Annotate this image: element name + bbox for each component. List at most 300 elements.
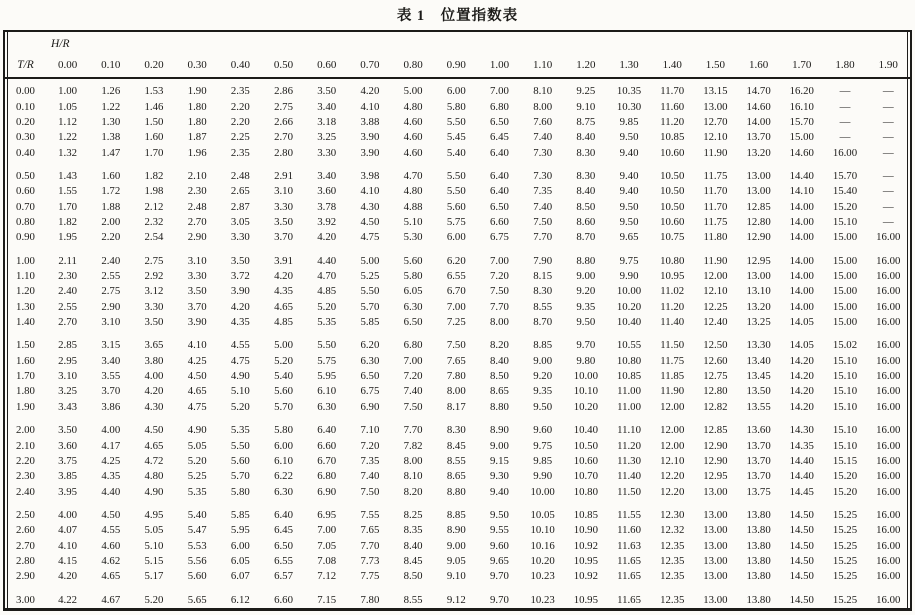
cell: 5.00 xyxy=(274,339,293,352)
cell: 3.50 xyxy=(187,285,207,298)
table-row xyxy=(5,284,910,299)
cell: 8.17 xyxy=(446,400,466,413)
cell: 14.30 xyxy=(789,424,814,437)
table-row xyxy=(5,500,910,523)
cell: 16.10 xyxy=(789,100,814,113)
cell: 14.60 xyxy=(789,146,814,159)
cell: 11.70 xyxy=(703,200,728,213)
table-row xyxy=(5,230,910,245)
table-row xyxy=(5,469,910,484)
cell: 7.00 xyxy=(490,85,509,98)
cell: 4.35 xyxy=(274,285,293,298)
cell: 3.90 xyxy=(187,316,207,329)
cell: 10.92 xyxy=(573,539,598,552)
cell: 6.50 xyxy=(360,370,380,383)
cell: 7.05 xyxy=(317,539,337,552)
cell: 8.20 xyxy=(490,339,509,352)
cell: 10.75 xyxy=(660,231,685,244)
cell: 2.87 xyxy=(230,200,250,213)
cell: 4.00 xyxy=(58,508,78,521)
column-header: 0.60 xyxy=(305,53,348,78)
cell: 11.90 xyxy=(660,385,685,398)
cell: 9.50 xyxy=(619,215,639,228)
cell: 8.20 xyxy=(403,485,423,498)
cell: 14.00 xyxy=(746,115,771,128)
row-group xyxy=(5,500,910,585)
cell: 10.95 xyxy=(573,593,598,606)
cell: 2.92 xyxy=(144,270,164,283)
table-row xyxy=(5,400,910,415)
cell: 7.50 xyxy=(403,400,423,413)
cell: 12.30 xyxy=(660,508,685,521)
cell: 16.00 xyxy=(876,300,901,313)
cell: 13.70 xyxy=(746,439,771,452)
cell: 7.82 xyxy=(403,439,423,452)
cell: 15.25 xyxy=(832,554,858,567)
cell: 15.10 xyxy=(832,385,858,398)
cell: 6.45 xyxy=(490,131,509,144)
cell: 4.70 xyxy=(403,169,423,182)
cell: 7.12 xyxy=(317,570,337,583)
cell: 10.23 xyxy=(530,570,555,583)
cell: 8.35 xyxy=(403,524,423,537)
cell: 4.40 xyxy=(101,485,121,498)
cell: 6.10 xyxy=(274,454,293,467)
cell: 4.20 xyxy=(230,300,250,313)
cell: 3.43 xyxy=(58,400,78,413)
cell: 13.80 xyxy=(746,524,771,537)
cell: 7.00 xyxy=(446,300,466,313)
cell: 3.25 xyxy=(58,385,78,398)
cell: 8.40 xyxy=(490,354,509,367)
cell: 6.00 xyxy=(446,85,466,98)
cell: 15.20 xyxy=(832,200,858,213)
cell: 12.85 xyxy=(703,424,728,437)
cell: 15.25 xyxy=(832,593,858,606)
cell: 16.00 xyxy=(832,146,858,159)
cell: 11.75 xyxy=(660,354,685,367)
column-header: 0.40 xyxy=(219,53,262,78)
cell: 9.25 xyxy=(576,85,596,98)
cell: 14.00 xyxy=(789,285,814,298)
cell: 11.90 xyxy=(703,254,728,267)
table-row xyxy=(5,384,910,399)
cell: 9.35 xyxy=(576,300,596,313)
column-header: 0.30 xyxy=(176,53,219,78)
cell: 4.80 xyxy=(403,100,423,113)
cell: 12.00 xyxy=(703,270,728,283)
cell: 8.10 xyxy=(533,85,553,98)
table-row xyxy=(5,569,910,584)
cell: 3.60 xyxy=(58,439,78,452)
cell: 3.55 xyxy=(101,370,121,383)
cell: 1.00 xyxy=(58,85,78,98)
cell: 15.10 xyxy=(832,424,858,437)
cell: 8.70 xyxy=(533,316,553,329)
cell: 15.20 xyxy=(832,470,858,483)
cell: 10.50 xyxy=(573,439,598,452)
table-row xyxy=(5,99,910,114)
cell: 11.50 xyxy=(660,339,685,352)
cell: 13.10 xyxy=(746,285,771,298)
cell: 3.10 xyxy=(101,316,121,329)
cell: 5.50 xyxy=(446,115,466,128)
row-group xyxy=(5,161,910,246)
cell: 1.30 xyxy=(101,115,121,128)
cell: 5.25 xyxy=(187,470,207,483)
cell: 3.60 xyxy=(317,185,337,198)
cell: 3.10 xyxy=(58,370,78,383)
cell: 3.72 xyxy=(230,270,250,283)
cell: 5.70 xyxy=(230,470,250,483)
cell: 4.70 xyxy=(317,270,337,283)
cell: 9.10 xyxy=(446,570,466,583)
cell: 5.80 xyxy=(403,270,423,283)
cell: 2.95 xyxy=(58,354,78,367)
cell: 14.40 xyxy=(789,454,814,467)
cell: 2.75 xyxy=(144,254,164,267)
cell: 9.40 xyxy=(619,169,639,182)
cell: 14.40 xyxy=(789,470,814,483)
cell: 15.70 xyxy=(789,115,814,128)
cell: 3.95 xyxy=(58,485,78,498)
cell: 4.07 xyxy=(58,524,78,537)
cell: 14.50 xyxy=(789,570,814,583)
cell: 15.00 xyxy=(832,316,858,329)
cell: 4.55 xyxy=(101,524,121,537)
cell: 1.50 xyxy=(144,115,164,128)
cell: 10.70 xyxy=(573,470,598,483)
cell: 5.60 xyxy=(446,200,466,213)
cell: 16.00 xyxy=(876,370,901,383)
cell: 10.85 xyxy=(660,131,685,144)
cell: 14.70 xyxy=(746,85,771,98)
cell: 14.05 xyxy=(789,316,814,329)
cell: 4.15 xyxy=(58,554,78,567)
cell: 14.00 xyxy=(789,215,814,228)
cell: 8.85 xyxy=(446,508,466,521)
cell: 4.10 xyxy=(58,539,78,552)
cell: 4.10 xyxy=(360,185,380,198)
cell: 6.70 xyxy=(446,285,466,298)
cell: 1.98 xyxy=(144,185,164,198)
cell: 9.70 xyxy=(576,339,596,352)
cell: 4.65 xyxy=(274,300,293,313)
cell: 10.00 xyxy=(573,370,598,383)
cell: 6.95 xyxy=(317,508,337,521)
cell: 7.30 xyxy=(533,169,553,182)
cell: 5.20 xyxy=(230,400,250,413)
cell: 3.85 xyxy=(58,470,78,483)
table-row xyxy=(5,300,910,315)
cell: 14.35 xyxy=(789,439,814,452)
cell: 4.65 xyxy=(144,439,164,452)
cell: 5.40 xyxy=(446,146,466,159)
row-header: 2.60 xyxy=(16,524,35,537)
cell: 4.20 xyxy=(58,570,78,583)
cell: 2.30 xyxy=(58,270,78,283)
cell: 3.90 xyxy=(360,131,380,144)
cell: 13.70 xyxy=(746,131,771,144)
cell: 6.50 xyxy=(490,200,509,213)
cell: 11.60 xyxy=(660,100,685,113)
cell: 4.22 xyxy=(58,593,78,606)
cell: 10.10 xyxy=(530,524,555,537)
cell: 3.18 xyxy=(317,115,337,128)
cell: 1.38 xyxy=(101,131,121,144)
row-header: 2.90 xyxy=(16,570,35,583)
header-row-hr xyxy=(5,32,910,53)
cell: 6.30 xyxy=(403,300,423,313)
cell: 13.00 xyxy=(746,270,771,283)
cell: 9.15 xyxy=(490,454,509,467)
cell: 12.70 xyxy=(703,115,728,128)
cell: 10.20 xyxy=(530,554,555,567)
cell: 9.85 xyxy=(533,454,553,467)
cell: 1.43 xyxy=(58,169,78,182)
cell: 1.80 xyxy=(187,115,207,128)
cell: 11.63 xyxy=(617,539,641,552)
cell: 4.67 xyxy=(101,593,121,606)
cell: 3.40 xyxy=(317,169,337,182)
row-header: 0.50 xyxy=(16,169,35,182)
cell: 7.90 xyxy=(533,254,553,267)
cell: — xyxy=(882,85,894,98)
cell: 13.80 xyxy=(746,570,771,583)
cell: 5.05 xyxy=(187,439,207,452)
column-header: 0.50 xyxy=(262,53,305,78)
cell: 13.70 xyxy=(746,470,771,483)
cell: 1.53 xyxy=(144,85,164,98)
cell: 6.50 xyxy=(490,115,509,128)
cell: 11.65 xyxy=(617,570,641,583)
cell: 13.00 xyxy=(703,539,728,552)
cell: 12.95 xyxy=(746,254,771,267)
cell: 3.30 xyxy=(144,300,164,313)
cell: 5.15 xyxy=(144,554,164,567)
table-frame xyxy=(3,30,912,611)
cell: 1.72 xyxy=(101,185,121,198)
cell: 3.10 xyxy=(187,254,207,267)
cell: 14.45 xyxy=(789,485,814,498)
cell: 1.88 xyxy=(101,200,121,213)
cell: 3.15 xyxy=(101,339,121,352)
cell: 5.60 xyxy=(403,254,423,267)
column-header: 1.80 xyxy=(823,53,866,78)
cell: 10.50 xyxy=(660,185,685,198)
cell: 7.73 xyxy=(360,554,380,567)
cell: 9.55 xyxy=(490,524,509,537)
cell: 1.70 xyxy=(58,200,78,213)
cell: 11.00 xyxy=(617,385,641,398)
cell: 10.85 xyxy=(573,508,598,521)
cell: 7.00 xyxy=(490,254,509,267)
row-header: 2.70 xyxy=(16,539,35,552)
cell: 1.55 xyxy=(58,185,78,198)
cell: 5.75 xyxy=(317,354,337,367)
cell: 12.40 xyxy=(703,316,728,329)
cell: 9.75 xyxy=(533,439,553,452)
cell: 12.32 xyxy=(660,524,685,537)
cell: 1.90 xyxy=(187,85,207,98)
cell: 14.00 xyxy=(789,254,814,267)
table-row xyxy=(5,115,910,130)
cell: 14.40 xyxy=(789,169,814,182)
cell: 15.10 xyxy=(832,215,858,228)
cell: 1.82 xyxy=(144,169,164,182)
cell: 10.95 xyxy=(573,554,598,567)
cell: 1.47 xyxy=(101,146,121,159)
table-row xyxy=(5,145,910,160)
cell: 8.15 xyxy=(533,270,553,283)
cell: 2.20 xyxy=(230,100,250,113)
cell: 6.75 xyxy=(490,231,509,244)
cell: 3.88 xyxy=(360,115,380,128)
cell: 7.08 xyxy=(317,554,337,567)
cell: 12.00 xyxy=(660,400,685,413)
cell: 8.30 xyxy=(533,285,553,298)
cell: 6.50 xyxy=(274,539,293,552)
table-row xyxy=(5,584,910,608)
table-row xyxy=(5,315,910,330)
cell: 5.85 xyxy=(360,316,380,329)
cell: 6.30 xyxy=(360,354,380,367)
cell: 6.60 xyxy=(317,439,337,452)
cell: 12.60 xyxy=(703,354,728,367)
cell: 14.00 xyxy=(789,231,814,244)
column-header: 1.50 xyxy=(694,53,737,78)
cell: 7.00 xyxy=(403,354,423,367)
cell: 8.90 xyxy=(490,424,509,437)
cell: 15.02 xyxy=(832,339,858,352)
cell: 13.20 xyxy=(746,146,771,159)
cell: 9.05 xyxy=(446,554,466,567)
cell: 6.30 xyxy=(317,400,337,413)
cell: 10.55 xyxy=(616,339,642,352)
cell: 13.00 xyxy=(703,554,728,567)
cell: 13.25 xyxy=(746,316,771,329)
cell: 15.00 xyxy=(789,131,814,144)
cell: 7.70 xyxy=(533,231,553,244)
cell: 5.80 xyxy=(274,424,293,437)
cell: 6.80 xyxy=(403,339,423,352)
cell: 5.53 xyxy=(187,539,207,552)
cell: 13.00 xyxy=(703,100,728,113)
cell: 15.10 xyxy=(832,439,858,452)
cell: 14.50 xyxy=(789,554,814,567)
column-header: 1.20 xyxy=(564,53,607,78)
cell: 6.40 xyxy=(317,424,337,437)
cell: 3.80 xyxy=(144,354,164,367)
cell: 13.70 xyxy=(746,454,771,467)
cell: 10.05 xyxy=(530,508,555,521)
table-row xyxy=(5,200,910,215)
cell: 13.80 xyxy=(746,539,771,552)
cell: 8.10 xyxy=(403,470,423,483)
cell: 2.91 xyxy=(274,169,293,182)
cell: 11.70 xyxy=(660,85,685,98)
column-header: 1.30 xyxy=(607,53,650,78)
row-header: 2.80 xyxy=(16,554,35,567)
cell: 16.00 xyxy=(876,285,901,298)
cell: 5.47 xyxy=(187,524,207,537)
cell: 8.00 xyxy=(533,100,553,113)
cell: 2.25 xyxy=(230,131,250,144)
cell: 9.40 xyxy=(619,185,639,198)
column-header: 0.00 xyxy=(46,53,89,78)
cell: 9.50 xyxy=(490,508,509,521)
cell: 5.60 xyxy=(274,385,293,398)
cell: 13.00 xyxy=(703,570,728,583)
cell: 12.10 xyxy=(703,285,728,298)
cell: 12.90 xyxy=(703,454,728,467)
cell: 16.00 xyxy=(876,385,901,398)
cell: 10.16 xyxy=(530,539,555,552)
cell: 5.00 xyxy=(403,85,423,98)
cell: 4.30 xyxy=(144,400,164,413)
cell: 12.75 xyxy=(703,370,728,383)
cell: 13.15 xyxy=(703,85,728,98)
cell: 7.40 xyxy=(403,385,423,398)
cell: 1.70 xyxy=(144,146,164,159)
cell: 5.80 xyxy=(230,485,250,498)
cell: 15.25 xyxy=(832,524,858,537)
cell: 3.30 xyxy=(317,146,337,159)
cell: 14.10 xyxy=(789,185,814,198)
cell: 13.80 xyxy=(746,593,771,606)
cell: 13.80 xyxy=(746,554,771,567)
cell: 2.65 xyxy=(230,185,250,198)
cell: 3.50 xyxy=(317,85,337,98)
cell: 7.70 xyxy=(403,424,423,437)
cell: 6.90 xyxy=(360,400,380,413)
cell: — xyxy=(839,85,851,98)
cell: 16.00 xyxy=(876,270,901,283)
cell: 9.70 xyxy=(490,570,509,583)
cell: 15.00 xyxy=(832,270,858,283)
cell: 10.23 xyxy=(530,593,555,606)
cell: 14.20 xyxy=(789,354,814,367)
cell: 5.05 xyxy=(144,524,164,537)
cell: 7.60 xyxy=(533,115,553,128)
cell: 7.20 xyxy=(490,270,509,283)
row-header: 0.30 xyxy=(16,131,35,144)
cell: 16.00 xyxy=(876,354,901,367)
row-header: 2.40 xyxy=(16,485,35,498)
cell: 11.40 xyxy=(617,470,641,483)
table-row xyxy=(5,269,910,284)
cell: 6.45 xyxy=(274,524,293,537)
cell: 2.55 xyxy=(101,270,121,283)
cell: 5.00 xyxy=(360,254,380,267)
row-group xyxy=(5,584,910,608)
cell: 4.50 xyxy=(101,508,121,521)
cell: 16.00 xyxy=(876,554,901,567)
cell: 10.90 xyxy=(573,524,598,537)
cell: 3.05 xyxy=(230,215,250,228)
position-index-table xyxy=(5,32,910,608)
cell: 9.50 xyxy=(619,131,639,144)
cell: 8.50 xyxy=(576,200,596,213)
cell: — xyxy=(882,169,894,182)
cell: 12.82 xyxy=(703,400,728,413)
cell: 1.12 xyxy=(58,115,78,128)
cell: — xyxy=(882,146,894,159)
row-header: 1.80 xyxy=(16,385,35,398)
cell: 2.80 xyxy=(274,146,293,159)
cell: 13.00 xyxy=(703,508,728,521)
table-row xyxy=(5,454,910,469)
